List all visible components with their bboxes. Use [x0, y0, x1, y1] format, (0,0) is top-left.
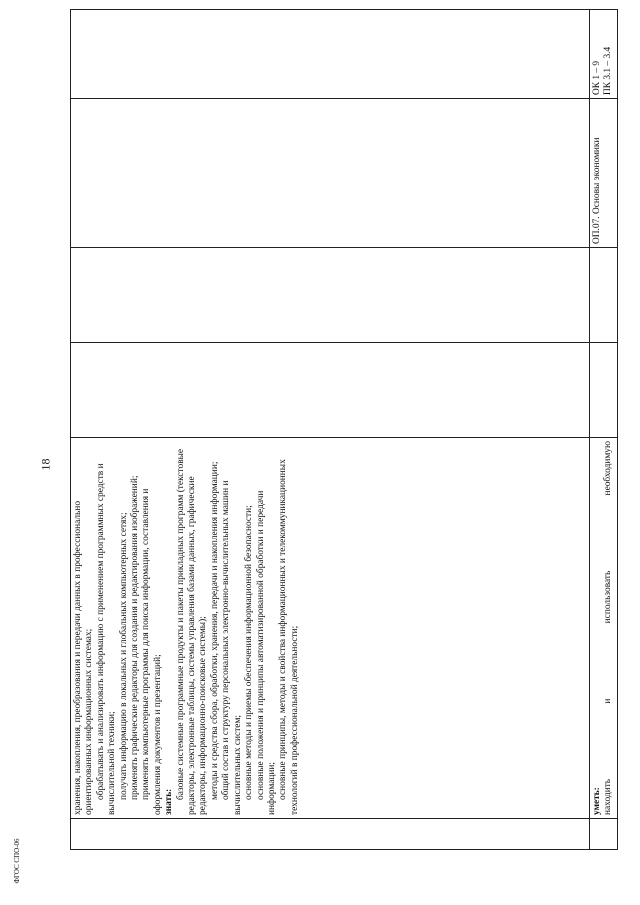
content-paragraph: получать информацию в локальных и глобальных компьютерных сетях; [118, 512, 129, 800]
content-paragraph: основные принципы, методы и свойства информационных и телекоммуникационных технологий в профессиональной деятельности; [278, 459, 300, 815]
content-paragraph: основные методы и приемы обеспечения информационной безопасности; [244, 505, 255, 800]
footer-code: ФГОС СПО-06 [13, 838, 21, 884]
content-cell [71, 438, 590, 819]
content-paragraph: обрабатывать и анализировать информацию с применением программных средств и вычислительной техники; [95, 463, 118, 815]
hours-total-cell [71, 343, 590, 438]
index-cell [71, 819, 590, 850]
hours-total-cell [590, 343, 618, 438]
competencies-cell [71, 10, 590, 99]
content-paragraph: основные положения и принципы автоматизированной обработки и передачи информации; [255, 490, 277, 815]
curriculum-table [70, 9, 618, 850]
discipline-cell [71, 99, 590, 248]
index-cell [590, 819, 618, 850]
hours-cell [71, 248, 590, 343]
skills-label: уметь: [592, 787, 602, 815]
competency-codes-cell [590, 10, 618, 99]
content-paragraph: общий состав и структуру персональных электронно-вычислительных машин и вычислительных систем; [221, 480, 243, 815]
discipline-name: ОП.07. Основы экономики [592, 137, 602, 244]
content-paragraph: хранения, накопления, преобразования и передачи данных в профессионально ориентированных информационных системах; [73, 500, 95, 815]
page-number: 18 [38, 458, 53, 471]
skills-cell [590, 438, 618, 819]
content-paragraph: применять графические редакторы для создания и редактирования изображений; [130, 475, 141, 800]
content-paragraph: применять компьютерные программы для поиска информации, составления и оформления документов и презентаций; [141, 488, 163, 815]
rotated-table-wrapper [70, 46, 614, 850]
content-paragraph: базовые системные программные продукты и пакеты прикладных программ (текстовые редакторы, электронные таблицы, системы управления базами данных, графические редакторы, информационно-поисковые системы); [175, 448, 209, 815]
content-text [73, 441, 587, 815]
content-paragraph: знать: [164, 788, 175, 815]
hours-cell [590, 248, 618, 343]
competency-professional: ПК 3.1 – 3.4 [603, 46, 614, 95]
competency-general: ОК 1 – 9 [592, 60, 602, 95]
discipline-name-cell [590, 99, 618, 248]
skills-text: находить и использовать необходимую [603, 441, 614, 815]
content-paragraph: методы и средства сбора, обработки, хранения, передачи и накопления информации; [209, 461, 220, 800]
